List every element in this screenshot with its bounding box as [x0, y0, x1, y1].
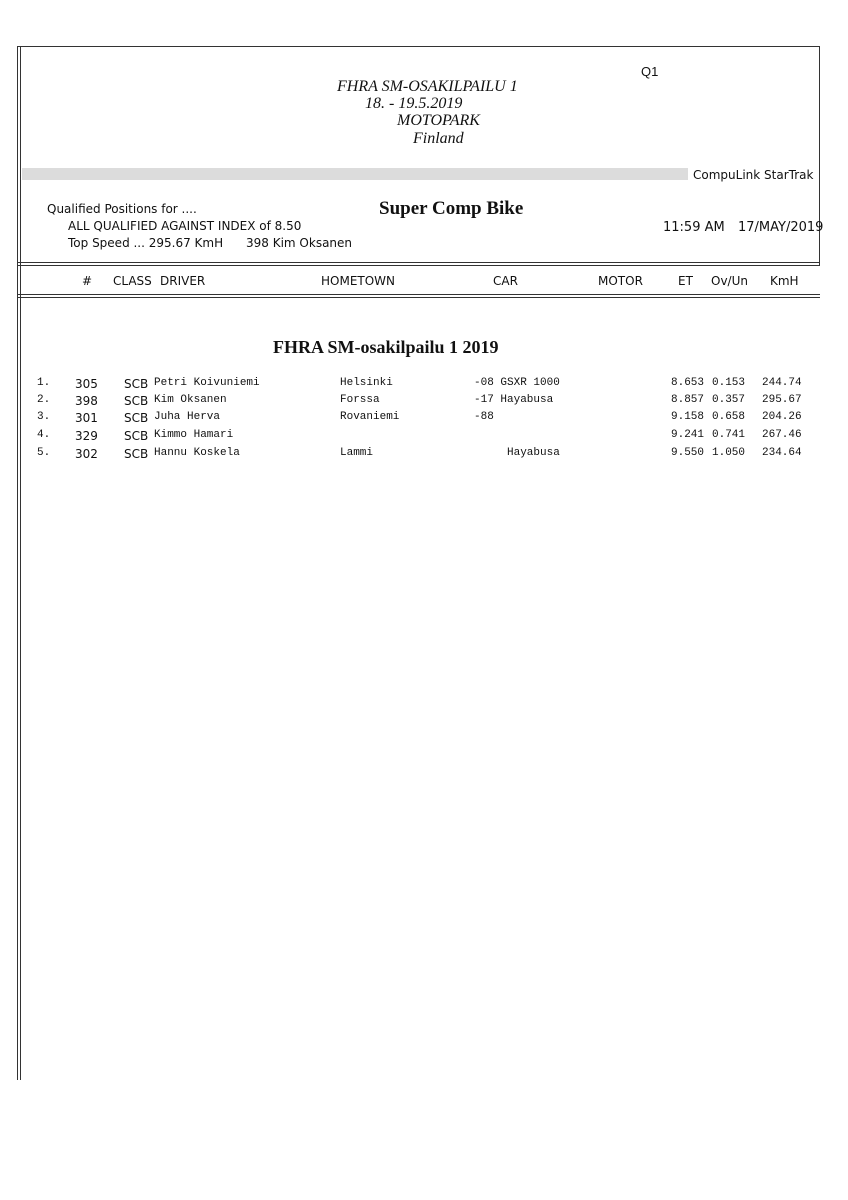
top-speed-driver: 398 Kim Oksanen: [246, 236, 353, 250]
row-driver: Petri Koivuniemi: [154, 377, 260, 389]
header-rule-bottom-2: [17, 297, 820, 298]
row-class: SCB: [124, 411, 149, 425]
table-row: [0, 394, 848, 412]
row-driver: Hannu Koskela: [154, 447, 240, 459]
report-date: 17/MAY/2019: [738, 220, 824, 235]
column-header-car: CAR: [493, 274, 518, 288]
class-title: Super Comp Bike: [379, 198, 524, 219]
row-position: 4.: [37, 429, 51, 441]
row-number: 301: [75, 411, 98, 425]
column-header-kmh: KmH: [770, 274, 799, 288]
row-kmh: 267.46: [762, 429, 802, 441]
top-border-line: [17, 46, 820, 47]
column-header-et: ET: [678, 274, 693, 288]
left-border-line: [17, 46, 18, 1080]
row-ovun: 0.741: [712, 429, 746, 441]
row-ovun: 0.153: [712, 377, 746, 389]
table-row: [0, 429, 848, 447]
row-et: 8.653: [671, 377, 705, 389]
row-ovun: 0.658: [712, 411, 746, 423]
row-number: 305: [75, 377, 98, 391]
row-kmh: 204.26: [762, 411, 802, 423]
row-position: 2.: [37, 394, 51, 406]
column-header-num: #: [82, 274, 93, 288]
column-header-class: CLASS: [113, 274, 152, 288]
row-hometown: Helsinki: [340, 377, 393, 389]
header-rule-top: [17, 262, 820, 263]
row-et: 8.857: [671, 394, 705, 406]
column-header-driver: DRIVER: [160, 274, 206, 288]
header-rule-top-2: [17, 265, 820, 266]
qualified-positions-label: Qualified Positions for ....: [47, 202, 197, 216]
column-header-hometown: HOMETOWN: [321, 274, 396, 288]
row-ovun: 0.357: [712, 394, 746, 406]
event-country: Finland: [413, 130, 464, 147]
event-venue: MOTOPARK: [397, 112, 480, 129]
dotted-separator: [22, 168, 688, 180]
row-hometown: Rovaniemi: [340, 411, 400, 423]
row-kmh: 295.67: [762, 394, 802, 406]
row-class: SCB: [124, 447, 149, 461]
row-position: 1.: [37, 377, 51, 389]
row-et: 9.241: [671, 429, 705, 441]
index-label: ALL QUALIFIED AGAINST INDEX of 8.50: [68, 219, 302, 233]
row-driver: Kim Oksanen: [154, 394, 227, 406]
row-number: 329: [75, 429, 98, 443]
race-title: FHRA SM-osakilpailu 1 2019: [273, 337, 499, 357]
event-dates: 18. - 19.5.2019: [365, 95, 463, 112]
row-et: 9.158: [671, 411, 705, 423]
table-row: [0, 411, 848, 429]
table-row: [0, 447, 848, 465]
row-number: 398: [75, 394, 98, 408]
header-rule-bottom: [17, 294, 820, 295]
column-header-motor: MOTOR: [598, 274, 643, 288]
column-header-ovun: Ov/Un: [711, 274, 748, 288]
table-row: [0, 377, 848, 395]
left-border-line-inner: [20, 46, 21, 1080]
system-label: CompuLink StarTrak: [693, 168, 814, 182]
row-et: 9.550: [671, 447, 705, 459]
row-kmh: 234.64: [762, 447, 802, 459]
row-position: 3.: [37, 411, 51, 423]
row-driver: Juha Herva: [154, 411, 221, 423]
event-title: FHRA SM-OSAKILPAILU 1: [337, 78, 518, 95]
row-kmh: 244.74: [762, 377, 802, 389]
row-class: SCB: [124, 394, 149, 408]
row-car: -08 GSXR 1000: [474, 377, 560, 389]
row-number: 302: [75, 447, 98, 461]
row-hometown: Lammi: [340, 447, 374, 459]
row-driver: Kimmo Hamari: [154, 429, 234, 441]
row-position: 5.: [37, 447, 51, 459]
row-ovun: 1.050: [712, 447, 746, 459]
row-car: -88: [474, 411, 494, 423]
row-class: SCB: [124, 377, 149, 391]
top-speed-label: Top Speed ... 295.67 KmH: [68, 236, 224, 250]
session-label: Q1: [641, 64, 659, 79]
row-class: SCB: [124, 429, 149, 443]
report-time: 11:59 AM: [663, 220, 725, 235]
row-car: Hayabusa: [474, 447, 560, 459]
row-hometown: Forssa: [340, 394, 380, 406]
row-car: -17 Hayabusa: [474, 394, 554, 406]
